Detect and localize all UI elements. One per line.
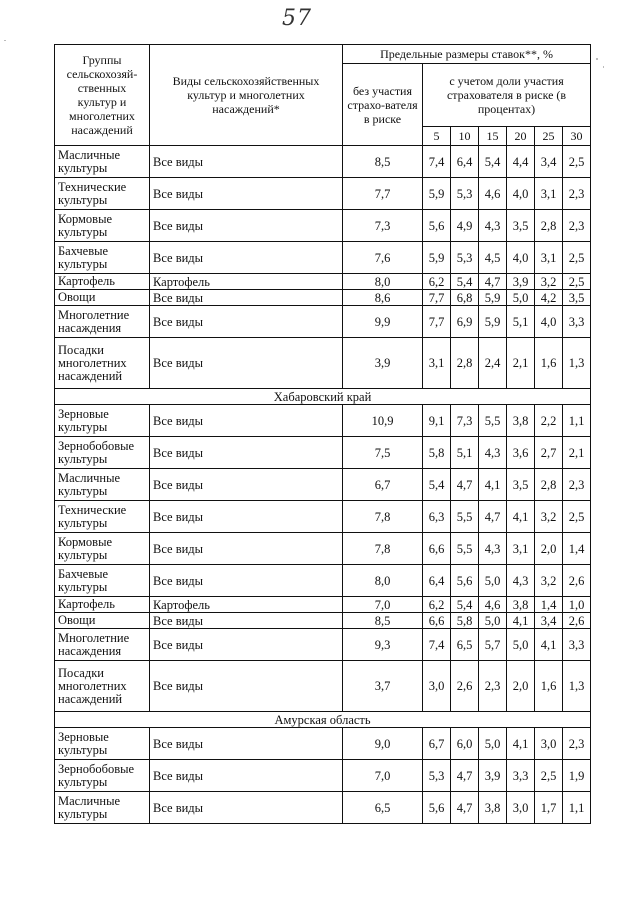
table-row bbox=[55, 405, 591, 437]
table-row bbox=[55, 533, 591, 565]
crop-kind-cell: Все виды bbox=[150, 242, 343, 274]
rate-cell-30: 3,5 bbox=[563, 290, 591, 306]
rate-cell-25: 1,6 bbox=[535, 661, 563, 712]
rate-cell-25: 3,1 bbox=[535, 178, 563, 210]
rate-cell-30: 2,3 bbox=[563, 210, 591, 242]
crop-kind-cell: Все виды bbox=[150, 405, 343, 437]
rate-cell-15: 4,6 bbox=[479, 178, 507, 210]
rate-cell-5: 6,2 bbox=[423, 274, 451, 290]
scan-speck bbox=[603, 66, 604, 68]
table-row bbox=[55, 501, 591, 533]
rate-cell-10: 5,5 bbox=[451, 533, 479, 565]
rate-cell-30: 1,3 bbox=[563, 338, 591, 389]
rate-cell-25: 2,2 bbox=[535, 405, 563, 437]
header-without-participation: без участия страхо-вателя в риске bbox=[343, 64, 423, 146]
rate-cell-15: 4,6 bbox=[479, 597, 507, 613]
rate-cell-5: 5,8 bbox=[423, 437, 451, 469]
rate-cell-25: 3,2 bbox=[535, 274, 563, 290]
base-rate-cell: 8,6 bbox=[343, 290, 423, 306]
rate-cell-25: 2,8 bbox=[535, 469, 563, 501]
base-rate-cell: 10,9 bbox=[343, 405, 423, 437]
crop-kind-cell: Картофель bbox=[150, 597, 343, 613]
table-row bbox=[55, 760, 591, 792]
base-rate-cell: 3,7 bbox=[343, 661, 423, 712]
crop-group-cell: Многолетние насаждения bbox=[55, 306, 150, 338]
rate-cell-20: 4,4 bbox=[507, 146, 535, 178]
crop-kind-cell: Все виды bbox=[150, 792, 343, 824]
rate-cell-20: 5,1 bbox=[507, 306, 535, 338]
table-row bbox=[55, 178, 591, 210]
rate-cell-5: 7,7 bbox=[423, 290, 451, 306]
share-header-15: 15 bbox=[479, 127, 507, 146]
rate-cell-10: 5,3 bbox=[451, 242, 479, 274]
crop-kind-cell: Все виды bbox=[150, 290, 343, 306]
rate-cell-20: 3,6 bbox=[507, 437, 535, 469]
share-header-5: 5 bbox=[423, 127, 451, 146]
rate-cell-5: 6,4 bbox=[423, 565, 451, 597]
crop-kind-cell: Все виды bbox=[150, 210, 343, 242]
crop-group-cell: Зернобобовые культуры bbox=[55, 437, 150, 469]
rate-cell-15: 2,4 bbox=[479, 338, 507, 389]
rate-cell-15: 3,9 bbox=[479, 760, 507, 792]
rate-cell-5: 9,1 bbox=[423, 405, 451, 437]
table-row bbox=[55, 437, 591, 469]
base-rate-cell: 7,3 bbox=[343, 210, 423, 242]
crop-group-cell: Посадки многолетних насаждений bbox=[55, 661, 150, 712]
rate-cell-10: 5,4 bbox=[451, 597, 479, 613]
scan-speck bbox=[596, 58, 598, 60]
region-row bbox=[55, 389, 591, 405]
rate-cell-5: 5,3 bbox=[423, 760, 451, 792]
crop-group-cell: Кормовые культуры bbox=[55, 533, 150, 565]
rate-cell-15: 4,3 bbox=[479, 533, 507, 565]
rate-cell-10: 6,8 bbox=[451, 290, 479, 306]
rate-cell-30: 3,3 bbox=[563, 306, 591, 338]
table-row bbox=[55, 629, 591, 661]
rate-cell-25: 3,4 bbox=[535, 613, 563, 629]
rate-cell-30: 2,5 bbox=[563, 146, 591, 178]
crop-group-cell: Зернобобовые культуры bbox=[55, 760, 150, 792]
crop-kind-cell: Все виды bbox=[150, 629, 343, 661]
crop-group-cell: Зерновые культуры bbox=[55, 405, 150, 437]
crop-group-cell: Технические культуры bbox=[55, 501, 150, 533]
base-rate-cell: 8,5 bbox=[343, 146, 423, 178]
rate-cell-20: 4,1 bbox=[507, 613, 535, 629]
crop-group-cell: Бахчевые культуры bbox=[55, 565, 150, 597]
rate-cell-20: 3,8 bbox=[507, 597, 535, 613]
rate-cell-10: 5,5 bbox=[451, 501, 479, 533]
crop-group-cell: Овощи bbox=[55, 290, 150, 306]
crop-kind-cell: Все виды bbox=[150, 661, 343, 712]
crop-kind-cell: Все виды bbox=[150, 728, 343, 760]
rate-cell-20: 3,5 bbox=[507, 469, 535, 501]
rate-cell-10: 5,1 bbox=[451, 437, 479, 469]
rate-cell-20: 4,1 bbox=[507, 501, 535, 533]
rate-cell-20: 4,3 bbox=[507, 565, 535, 597]
rate-cell-25: 1,6 bbox=[535, 338, 563, 389]
crop-kind-cell: Все виды bbox=[150, 306, 343, 338]
rate-cell-15: 4,1 bbox=[479, 469, 507, 501]
rate-cell-5: 3,1 bbox=[423, 338, 451, 389]
rate-cell-10: 2,8 bbox=[451, 338, 479, 389]
page-number: 57 bbox=[282, 6, 312, 31]
rate-cell-10: 4,9 bbox=[451, 210, 479, 242]
crop-group-cell: Технические культуры bbox=[55, 178, 150, 210]
rate-cell-20: 3,1 bbox=[507, 533, 535, 565]
base-rate-cell: 8,5 bbox=[343, 613, 423, 629]
header-limits: Предельные размеры ставок**, % bbox=[343, 45, 591, 64]
base-rate-cell: 8,0 bbox=[343, 274, 423, 290]
rate-cell-5: 6,6 bbox=[423, 613, 451, 629]
rate-cell-5: 5,4 bbox=[423, 469, 451, 501]
rate-cell-15: 5,0 bbox=[479, 565, 507, 597]
rates-table-body bbox=[55, 146, 591, 824]
crop-kind-cell: Все виды bbox=[150, 338, 343, 389]
rate-cell-30: 2,5 bbox=[563, 242, 591, 274]
rate-cell-15: 5,7 bbox=[479, 629, 507, 661]
rate-cell-30: 3,3 bbox=[563, 629, 591, 661]
rate-cell-20: 3,5 bbox=[507, 210, 535, 242]
rate-cell-10: 6,5 bbox=[451, 629, 479, 661]
rate-cell-15: 4,7 bbox=[479, 501, 507, 533]
base-rate-cell: 6,7 bbox=[343, 469, 423, 501]
table-row bbox=[55, 661, 591, 712]
rate-cell-25: 2,8 bbox=[535, 210, 563, 242]
table-row bbox=[55, 338, 591, 389]
table-row bbox=[55, 146, 591, 178]
rate-cell-5: 6,6 bbox=[423, 533, 451, 565]
crop-kind-cell: Все виды bbox=[150, 613, 343, 629]
rate-cell-30: 2,5 bbox=[563, 501, 591, 533]
table-row bbox=[55, 728, 591, 760]
rate-cell-25: 4,1 bbox=[535, 629, 563, 661]
rate-cell-5: 7,4 bbox=[423, 146, 451, 178]
crop-group-cell: Картофель bbox=[55, 597, 150, 613]
table-row bbox=[55, 210, 591, 242]
base-rate-cell: 9,9 bbox=[343, 306, 423, 338]
rate-cell-25: 1,7 bbox=[535, 792, 563, 824]
rate-cell-15: 5,9 bbox=[479, 306, 507, 338]
base-rate-cell: 7,7 bbox=[343, 178, 423, 210]
rate-cell-30: 1,1 bbox=[563, 792, 591, 824]
rate-cell-25: 2,0 bbox=[535, 533, 563, 565]
crop-group-cell: Масличные культуры bbox=[55, 146, 150, 178]
header-with-share: с учетом доли участия страхователя в риске (в процентах) bbox=[423, 64, 591, 127]
base-rate-cell: 6,5 bbox=[343, 792, 423, 824]
rate-cell-10: 6,0 bbox=[451, 728, 479, 760]
crop-group-cell: Овощи bbox=[55, 613, 150, 629]
base-rate-cell: 3,9 bbox=[343, 338, 423, 389]
rate-cell-5: 3,0 bbox=[423, 661, 451, 712]
rate-cell-20: 3,8 bbox=[507, 405, 535, 437]
rate-cell-20: 2,1 bbox=[507, 338, 535, 389]
crop-kind-cell: Все виды bbox=[150, 501, 343, 533]
rate-cell-25: 2,5 bbox=[535, 760, 563, 792]
rate-cell-25: 4,0 bbox=[535, 306, 563, 338]
crop-kind-cell: Все виды bbox=[150, 146, 343, 178]
base-rate-cell: 7,8 bbox=[343, 501, 423, 533]
base-rate-cell: 9,3 bbox=[343, 629, 423, 661]
rate-cell-15: 5,4 bbox=[479, 146, 507, 178]
rate-cell-30: 2,1 bbox=[563, 437, 591, 469]
rate-cell-20: 5,0 bbox=[507, 629, 535, 661]
rate-cell-15: 4,5 bbox=[479, 242, 507, 274]
rate-cell-15: 4,3 bbox=[479, 210, 507, 242]
region-row bbox=[55, 712, 591, 728]
rate-cell-5: 5,9 bbox=[423, 178, 451, 210]
crop-group-cell: Кормовые культуры bbox=[55, 210, 150, 242]
rate-cell-30: 2,3 bbox=[563, 469, 591, 501]
rate-cell-30: 2,5 bbox=[563, 274, 591, 290]
base-rate-cell: 7,6 bbox=[343, 242, 423, 274]
rate-cell-30: 1,1 bbox=[563, 405, 591, 437]
crop-kind-cell: Все виды bbox=[150, 437, 343, 469]
crop-kind-cell: Картофель bbox=[150, 274, 343, 290]
table-row bbox=[55, 274, 591, 290]
crop-group-cell: Зерновые культуры bbox=[55, 728, 150, 760]
crop-kind-cell: Все виды bbox=[150, 178, 343, 210]
rate-cell-30: 1,0 bbox=[563, 597, 591, 613]
rate-cell-30: 2,3 bbox=[563, 178, 591, 210]
rate-cell-25: 3,4 bbox=[535, 146, 563, 178]
rate-cell-20: 4,0 bbox=[507, 242, 535, 274]
crop-group-cell: Картофель bbox=[55, 274, 150, 290]
share-header-20: 20 bbox=[507, 127, 535, 146]
rate-cell-10: 7,3 bbox=[451, 405, 479, 437]
rate-cell-15: 5,0 bbox=[479, 728, 507, 760]
base-rate-cell: 8,0 bbox=[343, 565, 423, 597]
crop-kind-cell: Все виды bbox=[150, 533, 343, 565]
rate-cell-5: 6,3 bbox=[423, 501, 451, 533]
rate-cell-30: 2,6 bbox=[563, 565, 591, 597]
rate-cell-10: 5,3 bbox=[451, 178, 479, 210]
rate-cell-20: 3,9 bbox=[507, 274, 535, 290]
rate-cell-5: 6,2 bbox=[423, 597, 451, 613]
crop-group-cell: Масличные культуры bbox=[55, 792, 150, 824]
rate-cell-20: 4,1 bbox=[507, 728, 535, 760]
rate-cell-10: 5,8 bbox=[451, 613, 479, 629]
rate-cell-15: 5,9 bbox=[479, 290, 507, 306]
scan-speck bbox=[4, 40, 6, 41]
rate-cell-15: 4,3 bbox=[479, 437, 507, 469]
rate-cell-25: 3,2 bbox=[535, 501, 563, 533]
rate-cell-10: 6,9 bbox=[451, 306, 479, 338]
crop-kind-cell: Все виды bbox=[150, 565, 343, 597]
rate-cell-20: 4,0 bbox=[507, 178, 535, 210]
rate-cell-20: 3,0 bbox=[507, 792, 535, 824]
rate-cell-25: 2,7 bbox=[535, 437, 563, 469]
crop-group-cell: Многолетние насаждения bbox=[55, 629, 150, 661]
rate-cell-30: 1,3 bbox=[563, 661, 591, 712]
rate-cell-30: 1,9 bbox=[563, 760, 591, 792]
table-row bbox=[55, 613, 591, 629]
table-row bbox=[55, 565, 591, 597]
rate-cell-5: 5,6 bbox=[423, 792, 451, 824]
rate-cell-15: 5,5 bbox=[479, 405, 507, 437]
rate-cell-30: 1,4 bbox=[563, 533, 591, 565]
rate-cell-15: 4,7 bbox=[479, 274, 507, 290]
region-title: Амурская область bbox=[55, 712, 591, 728]
header-kinds: Виды сельскохозяйственных культур и многолетних насаждений* bbox=[150, 45, 343, 146]
crop-kind-cell: Все виды bbox=[150, 760, 343, 792]
table-row bbox=[55, 597, 591, 613]
rate-cell-20: 3,3 bbox=[507, 760, 535, 792]
rate-cell-10: 2,6 bbox=[451, 661, 479, 712]
crop-group-cell: Бахчевые культуры bbox=[55, 242, 150, 274]
rate-cell-5: 5,9 bbox=[423, 242, 451, 274]
base-rate-cell: 9,0 bbox=[343, 728, 423, 760]
region-title: Хабаровский край bbox=[55, 389, 591, 405]
rate-cell-10: 5,4 bbox=[451, 274, 479, 290]
rate-cell-25: 3,2 bbox=[535, 565, 563, 597]
rate-cell-30: 2,6 bbox=[563, 613, 591, 629]
rate-cell-20: 2,0 bbox=[507, 661, 535, 712]
rate-cell-25: 3,0 bbox=[535, 728, 563, 760]
rate-cell-15: 3,8 bbox=[479, 792, 507, 824]
table-row bbox=[55, 242, 591, 274]
rate-cell-10: 4,7 bbox=[451, 792, 479, 824]
rate-cell-25: 3,1 bbox=[535, 242, 563, 274]
table-row bbox=[55, 469, 591, 501]
share-header-25: 25 bbox=[535, 127, 563, 146]
share-header-30: 30 bbox=[563, 127, 591, 146]
rate-cell-15: 5,0 bbox=[479, 613, 507, 629]
rate-cell-10: 4,7 bbox=[451, 469, 479, 501]
table-row bbox=[55, 290, 591, 306]
rate-cell-5: 5,6 bbox=[423, 210, 451, 242]
header-groups: Группы сельскохозяй-ственных культур и многолетних насаждений bbox=[55, 45, 150, 146]
rate-cell-10: 5,6 bbox=[451, 565, 479, 597]
crop-kind-cell: Все виды bbox=[150, 469, 343, 501]
rates-table bbox=[54, 44, 591, 824]
rate-cell-10: 4,7 bbox=[451, 760, 479, 792]
base-rate-cell: 7,8 bbox=[343, 533, 423, 565]
table-row bbox=[55, 306, 591, 338]
rate-cell-15: 2,3 bbox=[479, 661, 507, 712]
share-header-10: 10 bbox=[451, 127, 479, 146]
table-row bbox=[55, 792, 591, 824]
rate-cell-5: 6,7 bbox=[423, 728, 451, 760]
base-rate-cell: 7,5 bbox=[343, 437, 423, 469]
base-rate-cell: 7,0 bbox=[343, 760, 423, 792]
rate-cell-30: 2,3 bbox=[563, 728, 591, 760]
rate-cell-10: 6,4 bbox=[451, 146, 479, 178]
crop-group-cell: Масличные культуры bbox=[55, 469, 150, 501]
rate-cell-5: 7,7 bbox=[423, 306, 451, 338]
rate-cell-25: 4,2 bbox=[535, 290, 563, 306]
rate-cell-5: 7,4 bbox=[423, 629, 451, 661]
rate-cell-25: 1,4 bbox=[535, 597, 563, 613]
base-rate-cell: 7,0 bbox=[343, 597, 423, 613]
crop-group-cell: Посадки многолетних насаждений bbox=[55, 338, 150, 389]
rate-cell-20: 5,0 bbox=[507, 290, 535, 306]
